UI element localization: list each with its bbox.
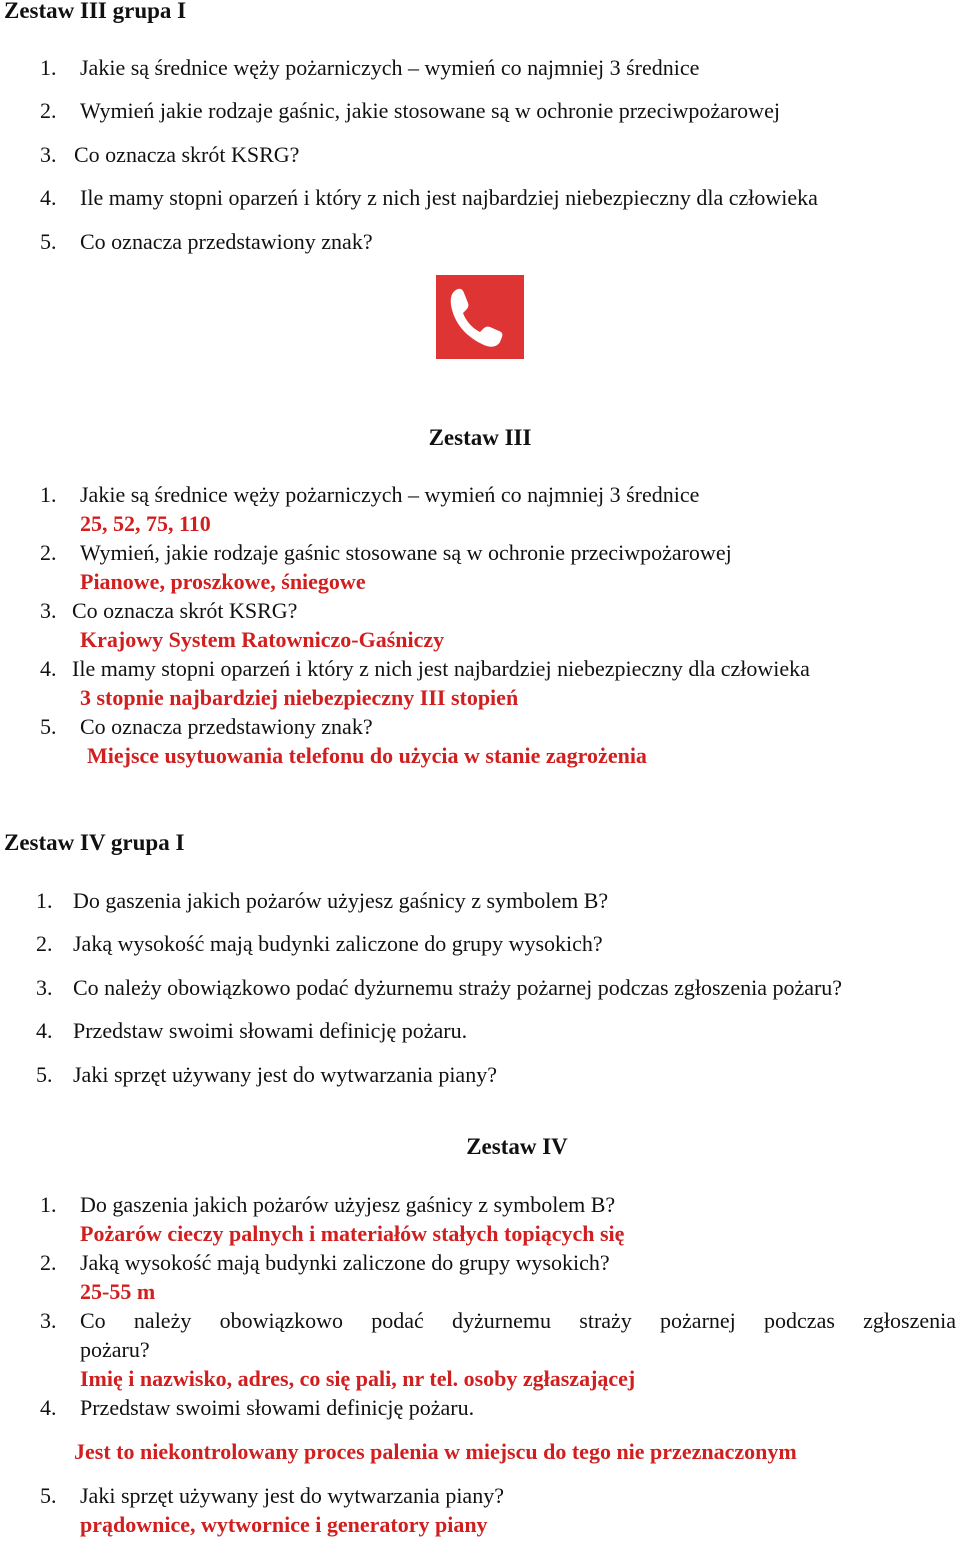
question-number: 3.	[40, 598, 57, 623]
question-text: Przedstaw swoimi słowami definicję pożaru.	[80, 1395, 475, 1420]
answer-text: 25-55 m	[80, 1279, 156, 1304]
question-number: 2.	[40, 540, 57, 565]
question-number: 4.	[40, 185, 57, 210]
question-text: Jakie są średnice węży pożarniczych – wymień co najmniej 3 średnice	[80, 482, 700, 507]
emergency-phone-sign	[436, 275, 524, 359]
question-number: 2.	[40, 98, 57, 123]
question-number: 3.	[36, 975, 53, 1000]
answer-text: Pożarów cieczy palnych i materiałów stałych topiących się	[80, 1221, 625, 1246]
question-text: Przedstaw swoimi słowami definicję pożaru.	[73, 1018, 468, 1043]
question-text: Ile mamy stopni oparzeń i który z nich jest najbardziej niebezpieczny dla człowieka	[80, 185, 818, 210]
question-text: Jaki sprzęt używany jest do wytwarzania piany?	[73, 1062, 497, 1087]
question-number: 1.	[40, 482, 57, 507]
question-text: Co oznacza przedstawiony znak?	[80, 714, 373, 739]
question-number: 5.	[36, 1062, 53, 1087]
section-heading-zestaw-iii-grupa-i: Zestaw III grupa I	[4, 0, 187, 23]
answer-text: 25, 52, 75, 110	[80, 511, 211, 536]
section-heading-zestaw-iii: Zestaw III	[428, 425, 532, 450]
answer-text: 3 stopnie najbardziej niebezpieczny III stopień	[80, 685, 519, 710]
answer-text: Krajowy System Ratowniczo-Gaśniczy	[80, 627, 445, 652]
answer-text: Jest to niekontrolowany proces palenia w miejscu do tego nie przeznaczonym	[74, 1439, 797, 1464]
question-text: Co oznacza skrót KSRG?	[72, 598, 298, 623]
question-text: Co oznacza przedstawiony znak?	[80, 229, 373, 254]
question-text: Do gaszenia jakich pożarów użyjesz gaśnicy z symbolem B?	[73, 888, 609, 913]
section-heading-zestaw-iv: Zestaw IV	[466, 1134, 568, 1159]
question-text: Jaką wysokość mają budynki zaliczone do grupy wysokich?	[80, 1250, 610, 1275]
phone-icon	[436, 275, 524, 359]
question-number: 3.	[40, 1308, 57, 1333]
question-number: 5.	[40, 1483, 57, 1508]
question-number: 5.	[40, 714, 57, 739]
question-number: 1.	[36, 888, 53, 913]
question-text: Co należy obowiązkowo podać dyżurnemu straży pożarnej podczas zgłoszenia pożaru?	[73, 975, 843, 1000]
question-text: Do gaszenia jakich pożarów użyjesz gaśnicy z symbolem B?	[80, 1192, 616, 1217]
question-number: 1.	[40, 1192, 57, 1217]
question-number: 4.	[36, 1018, 53, 1043]
question-text: Jaką wysokość mają budynki zaliczone do grupy wysokich?	[73, 931, 603, 956]
question-text: Ile mamy stopni oparzeń i który z nich jest najbardziej niebezpieczny dla człowieka	[72, 656, 810, 681]
answer-text: Miejsce usytuowania telefonu do użycia w stanie zagrożenia	[87, 743, 647, 768]
question-number: 4.	[40, 1395, 57, 1420]
question-number: 3.	[40, 142, 57, 167]
answer-text: Imię i nazwisko, adres, co się pali, nr tel. osoby zgłaszającej	[80, 1366, 636, 1391]
question-text: Wymień jakie rodzaje gaśnic, jakie stosowane są w ochronie przeciwpożarowej	[80, 98, 780, 123]
answer-text: Pianowe, proszkowe, śniegowe	[80, 569, 366, 594]
question-number: 2.	[36, 931, 53, 956]
section-heading-zestaw-iv-grupa-i: Zestaw IV grupa I	[4, 830, 185, 855]
question-number: 4.	[40, 656, 57, 681]
question-text: Co należy obowiązkowo podać dyżurnemu straży pożarnej podczas zgłoszenia	[80, 1308, 956, 1333]
question-text-continued: pożaru?	[80, 1337, 150, 1362]
question-text: Wymień, jakie rodzaje gaśnic stosowane są w ochronie przeciwpożarowej	[80, 540, 732, 565]
question-text: Co oznacza skrót KSRG?	[74, 142, 300, 167]
answer-text: prądownice, wytwornice i generatory piany	[80, 1512, 488, 1537]
question-text: Jakie są średnice węży pożarniczych – wymień co najmniej 3 średnice	[80, 55, 700, 80]
question-number: 5.	[40, 229, 57, 254]
question-number: 2.	[40, 1250, 57, 1275]
question-number: 1.	[40, 55, 57, 80]
question-text: Jaki sprzęt używany jest do wytwarzania piany?	[80, 1483, 504, 1508]
